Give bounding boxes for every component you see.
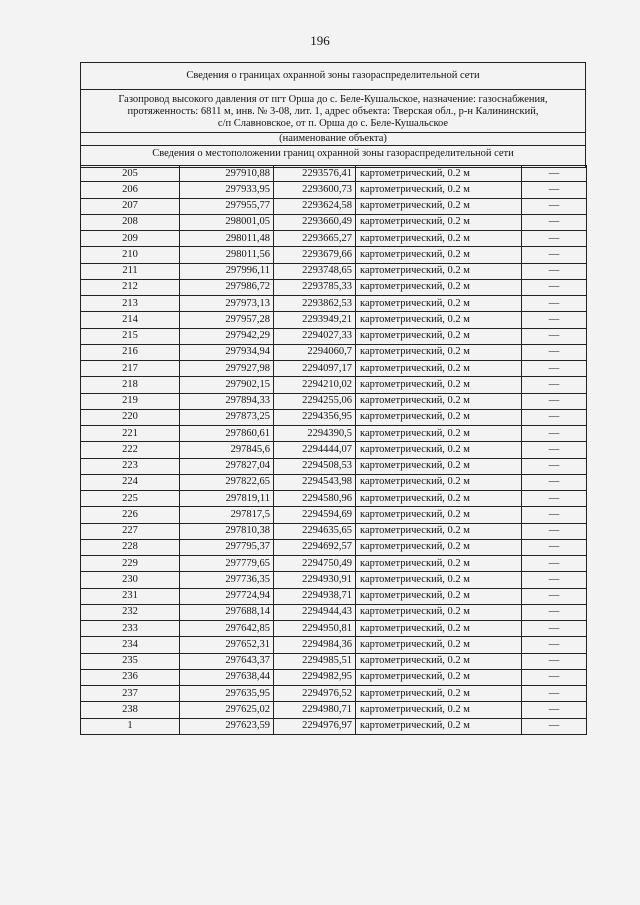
location-title: Сведения о местоположении границ охранной зоны газораспределительной сети xyxy=(81,146,585,168)
point-number-cell: 230 xyxy=(81,572,180,588)
point-number-cell: 224 xyxy=(81,474,180,490)
method-cell: картометрический, 0.2 м xyxy=(356,686,522,702)
y-coordinate-cell: 2294985,51 xyxy=(274,653,356,669)
point-number-cell: 221 xyxy=(81,426,180,442)
y-coordinate-cell: 2294444,07 xyxy=(274,442,356,458)
table-row xyxy=(81,523,587,539)
description-cell: — xyxy=(522,166,587,182)
x-coordinate-cell: 297736,35 xyxy=(180,572,274,588)
y-coordinate-cell: 2293665,27 xyxy=(274,231,356,247)
x-coordinate-cell: 297819,11 xyxy=(180,491,274,507)
method-cell: картометрический, 0.2 м xyxy=(356,442,522,458)
x-coordinate-cell: 297688,14 xyxy=(180,604,274,620)
x-coordinate-cell: 297827,04 xyxy=(180,458,274,474)
x-coordinate-cell: 297652,31 xyxy=(180,637,274,653)
table-row xyxy=(81,182,587,198)
x-coordinate-cell: 297942,29 xyxy=(180,328,274,344)
point-number-cell: 219 xyxy=(81,393,180,409)
object-name xyxy=(81,90,585,133)
table-row xyxy=(81,442,587,458)
x-coordinate-cell: 297635,95 xyxy=(180,686,274,702)
y-coordinate-cell: 2294976,52 xyxy=(274,686,356,702)
y-coordinate-cell: 2294976,97 xyxy=(274,718,356,734)
table-row xyxy=(81,686,587,702)
object-line-3: с/п Славновское, от п. Орша до с. Беле-Кушальское xyxy=(217,118,449,129)
x-coordinate-cell: 297724,94 xyxy=(180,588,274,604)
description-cell: — xyxy=(522,409,587,425)
y-coordinate-cell: 2294984,36 xyxy=(274,637,356,653)
method-cell: картометрический, 0.2 м xyxy=(356,214,522,230)
point-number-cell: 231 xyxy=(81,588,180,604)
method-cell: картометрический, 0.2 м xyxy=(356,669,522,685)
y-coordinate-cell: 2294982,95 xyxy=(274,669,356,685)
y-coordinate-cell: 2294508,53 xyxy=(274,458,356,474)
table-row xyxy=(81,588,587,604)
point-number-cell: 206 xyxy=(81,182,180,198)
table-row xyxy=(81,296,587,312)
description-cell: — xyxy=(522,377,587,393)
y-coordinate-cell: 2294944,43 xyxy=(274,604,356,620)
y-coordinate-cell: 2293624,58 xyxy=(274,198,356,214)
method-cell: картометрический, 0.2 м xyxy=(356,702,522,718)
y-coordinate-cell: 2293862,53 xyxy=(274,296,356,312)
method-cell: картометрический, 0.2 м xyxy=(356,393,522,409)
x-coordinate-cell: 298011,48 xyxy=(180,231,274,247)
method-cell: картометрический, 0.2 м xyxy=(356,344,522,360)
y-coordinate-cell: 2294255,06 xyxy=(274,393,356,409)
y-coordinate-cell: 2293576,41 xyxy=(274,166,356,182)
description-cell: — xyxy=(522,669,587,685)
page-number: 196 xyxy=(310,33,330,48)
object-caption: (наименование объекта) xyxy=(81,133,585,146)
description-cell: — xyxy=(522,653,587,669)
description-cell: — xyxy=(522,328,587,344)
y-coordinate-cell: 2294356,95 xyxy=(274,409,356,425)
coordinates-table-body xyxy=(81,166,587,735)
description-cell: — xyxy=(522,572,587,588)
description-cell: — xyxy=(522,621,587,637)
point-number-cell: 215 xyxy=(81,328,180,344)
y-coordinate-cell: 2294950,81 xyxy=(274,621,356,637)
table-row xyxy=(81,231,587,247)
description-cell: — xyxy=(522,231,587,247)
point-number-cell: 207 xyxy=(81,198,180,214)
y-coordinate-cell: 2294210,02 xyxy=(274,377,356,393)
method-cell: картометрический, 0.2 м xyxy=(356,588,522,604)
method-cell: картометрический, 0.2 м xyxy=(356,166,522,182)
table-row xyxy=(81,474,587,490)
table-row xyxy=(81,718,587,734)
point-number-cell: 229 xyxy=(81,556,180,572)
table-row xyxy=(81,669,587,685)
method-cell: картометрический, 0.2 м xyxy=(356,653,522,669)
description-cell: — xyxy=(522,198,587,214)
x-coordinate-cell: 297873,25 xyxy=(180,409,274,425)
table-row xyxy=(81,539,587,555)
method-cell: картометрический, 0.2 м xyxy=(356,279,522,295)
point-number-cell: 235 xyxy=(81,653,180,669)
point-number-cell: 216 xyxy=(81,344,180,360)
x-coordinate-cell: 297638,44 xyxy=(180,669,274,685)
y-coordinate-cell: 2294390,5 xyxy=(274,426,356,442)
point-number-cell: 228 xyxy=(81,539,180,555)
y-coordinate-cell: 2294692,57 xyxy=(274,539,356,555)
object-line-1: Газопровод высокого давления от пгт Орша до с. Беле-Кушальское, назначение: газоснабжения, xyxy=(118,94,548,105)
description-cell: — xyxy=(522,556,587,572)
x-coordinate-cell: 297845,6 xyxy=(180,442,274,458)
x-coordinate-cell: 297860,61 xyxy=(180,426,274,442)
point-number-cell: 237 xyxy=(81,686,180,702)
point-number-cell: 214 xyxy=(81,312,180,328)
point-number-cell: 217 xyxy=(81,361,180,377)
method-cell: картометрический, 0.2 м xyxy=(356,474,522,490)
method-cell: картометрический, 0.2 м xyxy=(356,231,522,247)
x-coordinate-cell: 297957,28 xyxy=(180,312,274,328)
description-cell: — xyxy=(522,279,587,295)
method-cell: картометрический, 0.2 м xyxy=(356,312,522,328)
method-cell: картометрический, 0.2 м xyxy=(356,263,522,279)
table-row xyxy=(81,621,587,637)
x-coordinate-cell: 297986,72 xyxy=(180,279,274,295)
table-row xyxy=(81,556,587,572)
table-row xyxy=(81,361,587,377)
table-row xyxy=(81,312,587,328)
description-cell: — xyxy=(522,344,587,360)
object-line-2: протяженность: 6811 м, инв. № 3-08, лит. 1, адрес объекта: Тверская обл., р-н Калининский, xyxy=(127,106,539,117)
description-cell: — xyxy=(522,604,587,620)
description-cell: — xyxy=(522,442,587,458)
y-coordinate-cell: 2294580,96 xyxy=(274,491,356,507)
y-coordinate-cell: 2294097,17 xyxy=(274,361,356,377)
description-cell: — xyxy=(522,458,587,474)
y-coordinate-cell: 2294980,71 xyxy=(274,702,356,718)
method-cell: картометрический, 0.2 м xyxy=(356,426,522,442)
point-number-cell: 205 xyxy=(81,166,180,182)
method-cell: картометрический, 0.2 м xyxy=(356,409,522,425)
y-coordinate-cell: 2294930,91 xyxy=(274,572,356,588)
description-cell: — xyxy=(522,588,587,604)
table-row xyxy=(81,279,587,295)
method-cell: картометрический, 0.2 м xyxy=(356,539,522,555)
table-row xyxy=(81,604,587,620)
x-coordinate-cell: 297934,94 xyxy=(180,344,274,360)
description-cell: — xyxy=(522,686,587,702)
point-number-cell: 226 xyxy=(81,507,180,523)
x-coordinate-cell: 297996,11 xyxy=(180,263,274,279)
y-coordinate-cell: 2294938,71 xyxy=(274,588,356,604)
table-row xyxy=(81,214,587,230)
table-row xyxy=(81,572,587,588)
point-number-cell: 223 xyxy=(81,458,180,474)
table-row xyxy=(81,409,587,425)
point-number-cell: 1 xyxy=(81,718,180,734)
method-cell: картометрический, 0.2 м xyxy=(356,361,522,377)
y-coordinate-cell: 2294750,49 xyxy=(274,556,356,572)
x-coordinate-cell: 297894,33 xyxy=(180,393,274,409)
table-row xyxy=(81,247,587,263)
point-number-cell: 225 xyxy=(81,491,180,507)
x-coordinate-cell: 297822,65 xyxy=(180,474,274,490)
coordinates-table xyxy=(80,165,587,735)
table-row xyxy=(81,653,587,669)
method-cell: картометрический, 0.2 м xyxy=(356,198,522,214)
table-row xyxy=(81,702,587,718)
description-cell: — xyxy=(522,263,587,279)
method-cell: картометрический, 0.2 м xyxy=(356,491,522,507)
table-row xyxy=(81,491,587,507)
description-cell: — xyxy=(522,182,587,198)
table-row xyxy=(81,198,587,214)
y-coordinate-cell: 2293748,65 xyxy=(274,263,356,279)
method-cell: картометрический, 0.2 м xyxy=(356,572,522,588)
x-coordinate-cell: 298011,56 xyxy=(180,247,274,263)
x-coordinate-cell: 297910,88 xyxy=(180,166,274,182)
y-coordinate-cell: 2293785,33 xyxy=(274,279,356,295)
x-coordinate-cell: 297643,37 xyxy=(180,653,274,669)
x-coordinate-cell: 297955,77 xyxy=(180,198,274,214)
method-cell: картометрический, 0.2 м xyxy=(356,604,522,620)
y-coordinate-cell: 2294060,7 xyxy=(274,344,356,360)
x-coordinate-cell: 297973,13 xyxy=(180,296,274,312)
description-cell: — xyxy=(522,296,587,312)
point-number-cell: 238 xyxy=(81,702,180,718)
method-cell: картометрический, 0.2 м xyxy=(356,458,522,474)
table-row xyxy=(81,637,587,653)
y-coordinate-cell: 2293949,21 xyxy=(274,312,356,328)
x-coordinate-cell: 297779,65 xyxy=(180,556,274,572)
x-coordinate-cell: 297795,37 xyxy=(180,539,274,555)
x-coordinate-cell: 297933,95 xyxy=(180,182,274,198)
description-cell: — xyxy=(522,247,587,263)
description-cell: — xyxy=(522,312,587,328)
description-cell: — xyxy=(522,426,587,442)
point-number-cell: 233 xyxy=(81,621,180,637)
point-number-cell: 212 xyxy=(81,279,180,295)
table-row xyxy=(81,166,587,182)
y-coordinate-cell: 2293660,49 xyxy=(274,214,356,230)
x-coordinate-cell: 298001,05 xyxy=(180,214,274,230)
point-number-cell: 208 xyxy=(81,214,180,230)
table-row xyxy=(81,426,587,442)
x-coordinate-cell: 297902,15 xyxy=(180,377,274,393)
table-row xyxy=(81,507,587,523)
method-cell: картометрический, 0.2 м xyxy=(356,507,522,523)
x-coordinate-cell: 297623,59 xyxy=(180,718,274,734)
method-cell: картометрический, 0.2 м xyxy=(356,247,522,263)
table-row xyxy=(81,377,587,393)
method-cell: картометрический, 0.2 м xyxy=(356,182,522,198)
point-number-cell: 234 xyxy=(81,637,180,653)
method-cell: картометрический, 0.2 м xyxy=(356,523,522,539)
method-cell: картометрический, 0.2 м xyxy=(356,621,522,637)
method-cell: картометрический, 0.2 м xyxy=(356,328,522,344)
point-number-cell: 220 xyxy=(81,409,180,425)
zone-title: Сведения о границах охранной зоны газораспределительной сети xyxy=(81,63,585,90)
description-cell: — xyxy=(522,214,587,230)
method-cell: картометрический, 0.2 м xyxy=(356,377,522,393)
description-cell: — xyxy=(522,523,587,539)
table-row xyxy=(81,263,587,279)
method-cell: картометрический, 0.2 м xyxy=(356,556,522,572)
zone-header xyxy=(80,62,586,168)
description-cell: — xyxy=(522,539,587,555)
point-number-cell: 218 xyxy=(81,377,180,393)
y-coordinate-cell: 2293679,66 xyxy=(274,247,356,263)
point-number-cell: 236 xyxy=(81,669,180,685)
table-row xyxy=(81,328,587,344)
x-coordinate-cell: 297817,5 xyxy=(180,507,274,523)
description-cell: — xyxy=(522,637,587,653)
point-number-cell: 213 xyxy=(81,296,180,312)
y-coordinate-cell: 2294635,65 xyxy=(274,523,356,539)
description-cell: — xyxy=(522,718,587,734)
y-coordinate-cell: 2294027,33 xyxy=(274,328,356,344)
method-cell: картометрический, 0.2 м xyxy=(356,718,522,734)
x-coordinate-cell: 297642,85 xyxy=(180,621,274,637)
description-cell: — xyxy=(522,393,587,409)
point-number-cell: 210 xyxy=(81,247,180,263)
y-coordinate-cell: 2294543,98 xyxy=(274,474,356,490)
description-cell: — xyxy=(522,702,587,718)
table-row xyxy=(81,393,587,409)
x-coordinate-cell: 297625,02 xyxy=(180,702,274,718)
method-cell: картометрический, 0.2 м xyxy=(356,296,522,312)
table-row xyxy=(81,458,587,474)
description-cell: — xyxy=(522,361,587,377)
description-cell: — xyxy=(522,474,587,490)
x-coordinate-cell: 297810,38 xyxy=(180,523,274,539)
x-coordinate-cell: 297927,98 xyxy=(180,361,274,377)
table-row xyxy=(81,344,587,360)
point-number-cell: 209 xyxy=(81,231,180,247)
point-number-cell: 232 xyxy=(81,604,180,620)
description-cell: — xyxy=(522,491,587,507)
point-number-cell: 227 xyxy=(81,523,180,539)
y-coordinate-cell: 2293600,73 xyxy=(274,182,356,198)
point-number-cell: 222 xyxy=(81,442,180,458)
point-number-cell: 211 xyxy=(81,263,180,279)
y-coordinate-cell: 2294594,69 xyxy=(274,507,356,523)
method-cell: картометрический, 0.2 м xyxy=(356,637,522,653)
description-cell: — xyxy=(522,507,587,523)
